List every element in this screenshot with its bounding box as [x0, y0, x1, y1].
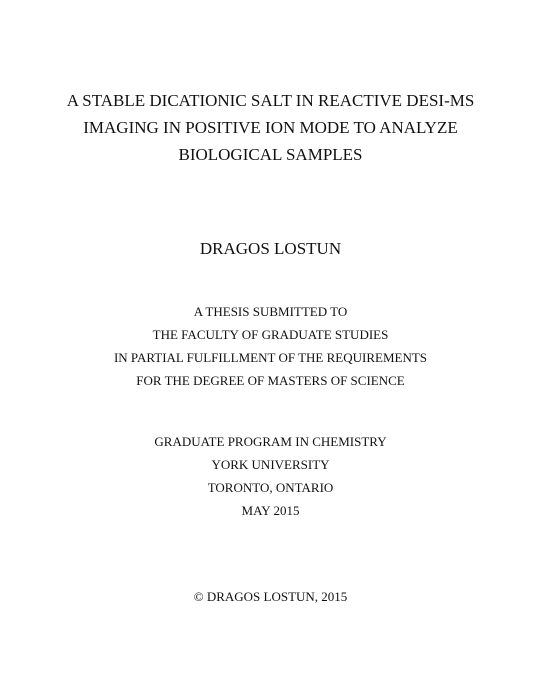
- thesis-title-line-3: BIOLOGICAL SAMPLES: [178, 145, 363, 164]
- submission-line-3: IN PARTIAL FULFILLMENT OF THE REQUIREMENTS: [113, 350, 428, 365]
- submission-line-2: THE FACULTY OF GRADUATE STUDIES: [152, 327, 389, 342]
- submission-line-1: A THESIS SUBMITTED TO: [193, 304, 348, 319]
- submission-line-4: FOR THE DEGREE OF MASTERS OF SCIENCE: [136, 373, 405, 388]
- thesis-title-line-1: A STABLE DICATIONIC SALT IN REACTIVE DESI-MS: [66, 91, 475, 110]
- author-name: DRAGOS LOSTUN: [199, 239, 342, 258]
- copyright-notice: © DRAGOS LOSTUN, 2015: [193, 589, 348, 604]
- program-line-4: MAY 2015: [241, 503, 300, 518]
- program-line-3: TORONTO, ONTARIO: [207, 480, 334, 495]
- program-line-2: YORK UNIVERSITY: [211, 457, 330, 472]
- program-line-1: GRADUATE PROGRAM IN CHEMISTRY: [154, 434, 387, 449]
- thesis-title-line-2: IMAGING IN POSITIVE ION MODE TO ANALYZE: [83, 118, 458, 137]
